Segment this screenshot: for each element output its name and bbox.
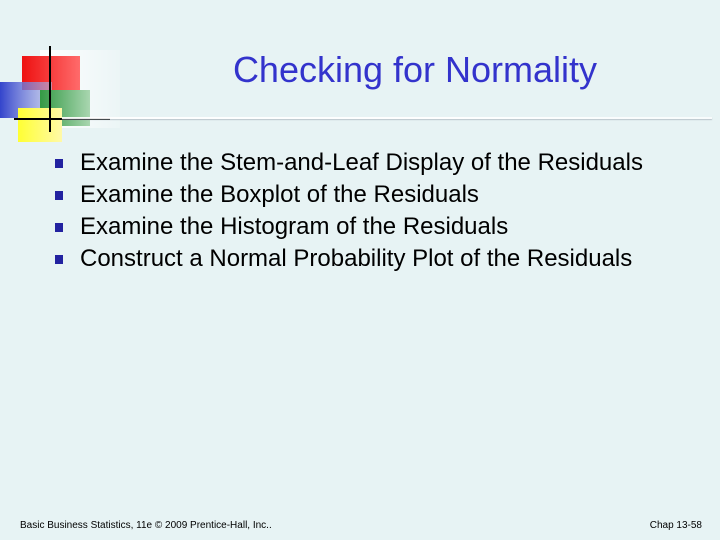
bullet-item [55,147,695,179]
square-bullet-icon [55,191,63,200]
bullet-text: Examine the Stem-and-Leaf Display of the Residuals [80,149,643,176]
bullet-text: Examine the Histogram of the Residuals [80,213,509,240]
bullet-item [55,179,695,211]
slide-title: Checking for Normality [232,49,598,90]
decorative-logo-icon [0,0,120,145]
square-bullet-icon [55,159,63,168]
square-bullet-icon [55,223,63,232]
bullet-item [55,211,695,243]
footer-page-number: Chap 13-58 [649,520,702,531]
title-divider [62,117,712,119]
footer-copyright: Basic Business Statistics, 11e © 2009 Prentice-Hall, Inc.. [20,520,272,531]
bullet-list [55,147,695,275]
square-bullet-icon [55,255,63,264]
bullet-text: Examine the Boxplot of the Residuals [80,181,479,208]
bullet-text: Construct a Normal Probability Plot of the Residuals [80,245,633,272]
bullet-item [55,243,695,275]
